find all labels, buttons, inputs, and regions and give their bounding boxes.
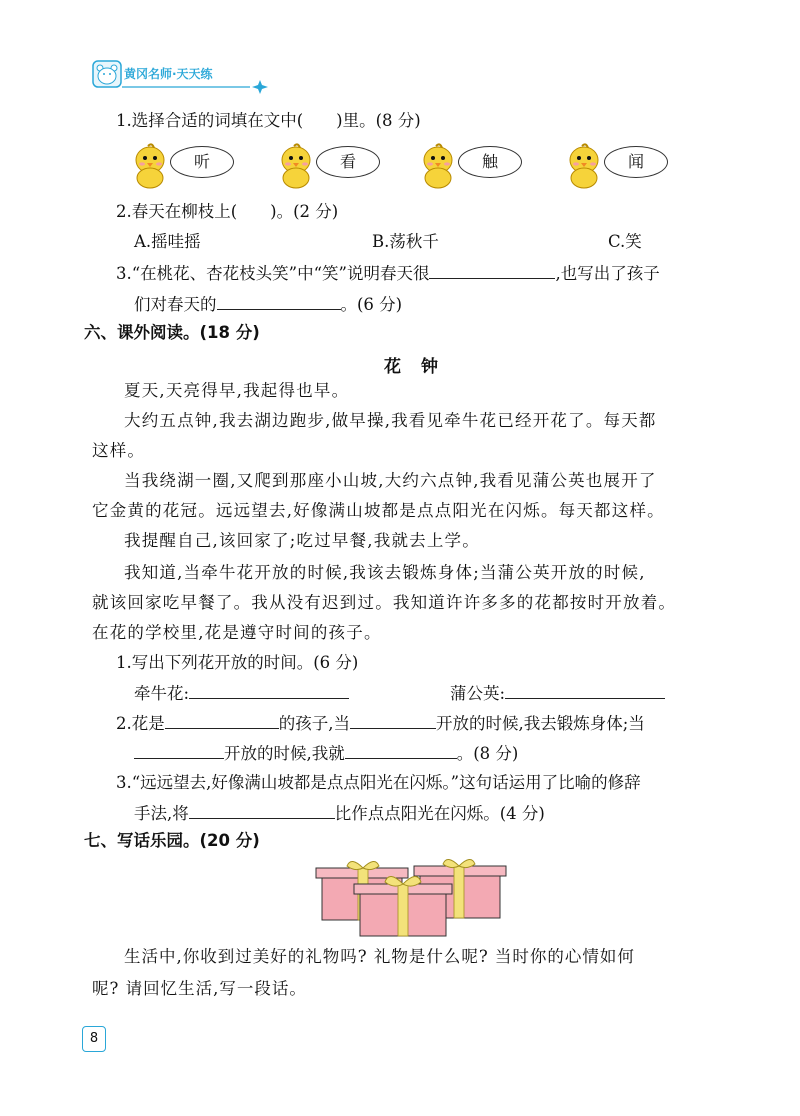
bear-logo-icon (92, 60, 122, 88)
header-brand: 黄冈名师·天天练 (124, 67, 213, 81)
passage-line: 就该回家吃早餐了。我从没有迟到过。我知道许许多多的花都按时开放着。 (92, 593, 677, 612)
gift-boxes-illustration (314, 856, 514, 938)
chick-icon (278, 142, 318, 190)
answer-blank (165, 712, 279, 729)
chick-icon (420, 142, 460, 190)
passage-line: 在花的学校里,花是遵守时间的孩子。 (92, 623, 382, 642)
gift-box-front (354, 876, 452, 936)
section7-heading: 七、写话乐园。(20 分) (84, 831, 260, 850)
sq2-line2: 开放的时候,我就 。(8 分) (134, 742, 518, 765)
word-bubble-ting: 听 (170, 146, 234, 178)
choice-wen (566, 140, 656, 190)
q2-text: 2.春天在柳枝上( )。(2 分) (116, 202, 339, 221)
answer-blank (134, 742, 224, 759)
sq1-answers: 牵牛花: (134, 682, 349, 705)
answer-blank (345, 742, 457, 759)
passage-line: 当我绕湖一圈,又爬到那座小山坡,大约六点钟,我看见蒲公英也展开了 (124, 471, 657, 490)
answer-blank (505, 682, 665, 699)
q3-line2: 们对春天的 。(6 分) (134, 295, 403, 314)
sq1-answers-b: 蒲公英: (450, 682, 665, 705)
section7-prompt-line2: 呢? 请回忆生活,写一段话。 (92, 979, 307, 998)
header (92, 56, 272, 92)
word-bubble-chu: 触 (458, 146, 522, 178)
passage-line: 我提醒自己,该回家了;吃过早餐,我就去上学。 (124, 531, 480, 550)
choice-ting (132, 140, 222, 190)
answer-blank (429, 262, 555, 279)
passage-line: 大约五点钟,我去湖边跑步,做早操,我看见牵牛花已经开花了。每天都 (124, 411, 657, 430)
choice-kan (278, 140, 368, 190)
sq3-line1: 3.“远远望去,好像满山坡都是点点阳光在闪烁。”这句话运用了比喻的修辞 (116, 773, 641, 792)
answer-blank (350, 712, 436, 729)
chick-icon (132, 142, 172, 190)
sq3-line2: 手法,将 比作点点阳光在闪烁。(4 分) (134, 804, 545, 823)
sq1-text: 1.写出下列花开放的时间。(6 分) (116, 653, 359, 672)
q2-option-b: B.荡秋千 (372, 232, 439, 251)
q2-option-c: C.笑 (608, 232, 642, 251)
passage-line: 我知道,当牵牛花开放的时候,我该去锻炼身体;当蒲公英开放的时候, (124, 563, 646, 582)
q2-option-a: A.摇哇摇 (134, 232, 201, 251)
chick-icon (566, 142, 606, 190)
passage-line: 这样。 (92, 441, 146, 460)
passage-line: 它金黄的花冠。远远望去,好像满山坡都是点点阳光在闪烁。每天都这样。 (92, 501, 665, 520)
passage-line: 夏天,天亮得早,我起得也早。 (124, 381, 350, 400)
passage-title: 花钟 (384, 357, 458, 377)
answer-blank (189, 682, 349, 699)
header-underline (122, 80, 272, 94)
word-bubble-kan: 看 (316, 146, 380, 178)
q1-text: 1.选择合适的词填在文中( )里。(8 分) (116, 111, 421, 130)
choice-chu (420, 140, 510, 190)
answer-blank (189, 802, 335, 819)
answer-blank (217, 293, 341, 310)
sq2-line1: 2.花是 的孩子,当 开放的时候,我去锻炼身体;当 (116, 714, 645, 733)
section6-heading: 六、课外阅读。(18 分) (84, 323, 260, 342)
word-bubble-wen: 闻 (604, 146, 668, 178)
section7-prompt-line1: 生活中,你收到过美好的礼物吗? 礼物是什么呢? 当时你的心情如何 (124, 947, 635, 966)
q3-line1: 3.“在桃花、杏花枝头笑”中“笑”说明春天很 ,也写出了孩子 (116, 264, 660, 283)
page-number-box (82, 1026, 106, 1052)
page-number: 8 (89, 1031, 99, 1046)
